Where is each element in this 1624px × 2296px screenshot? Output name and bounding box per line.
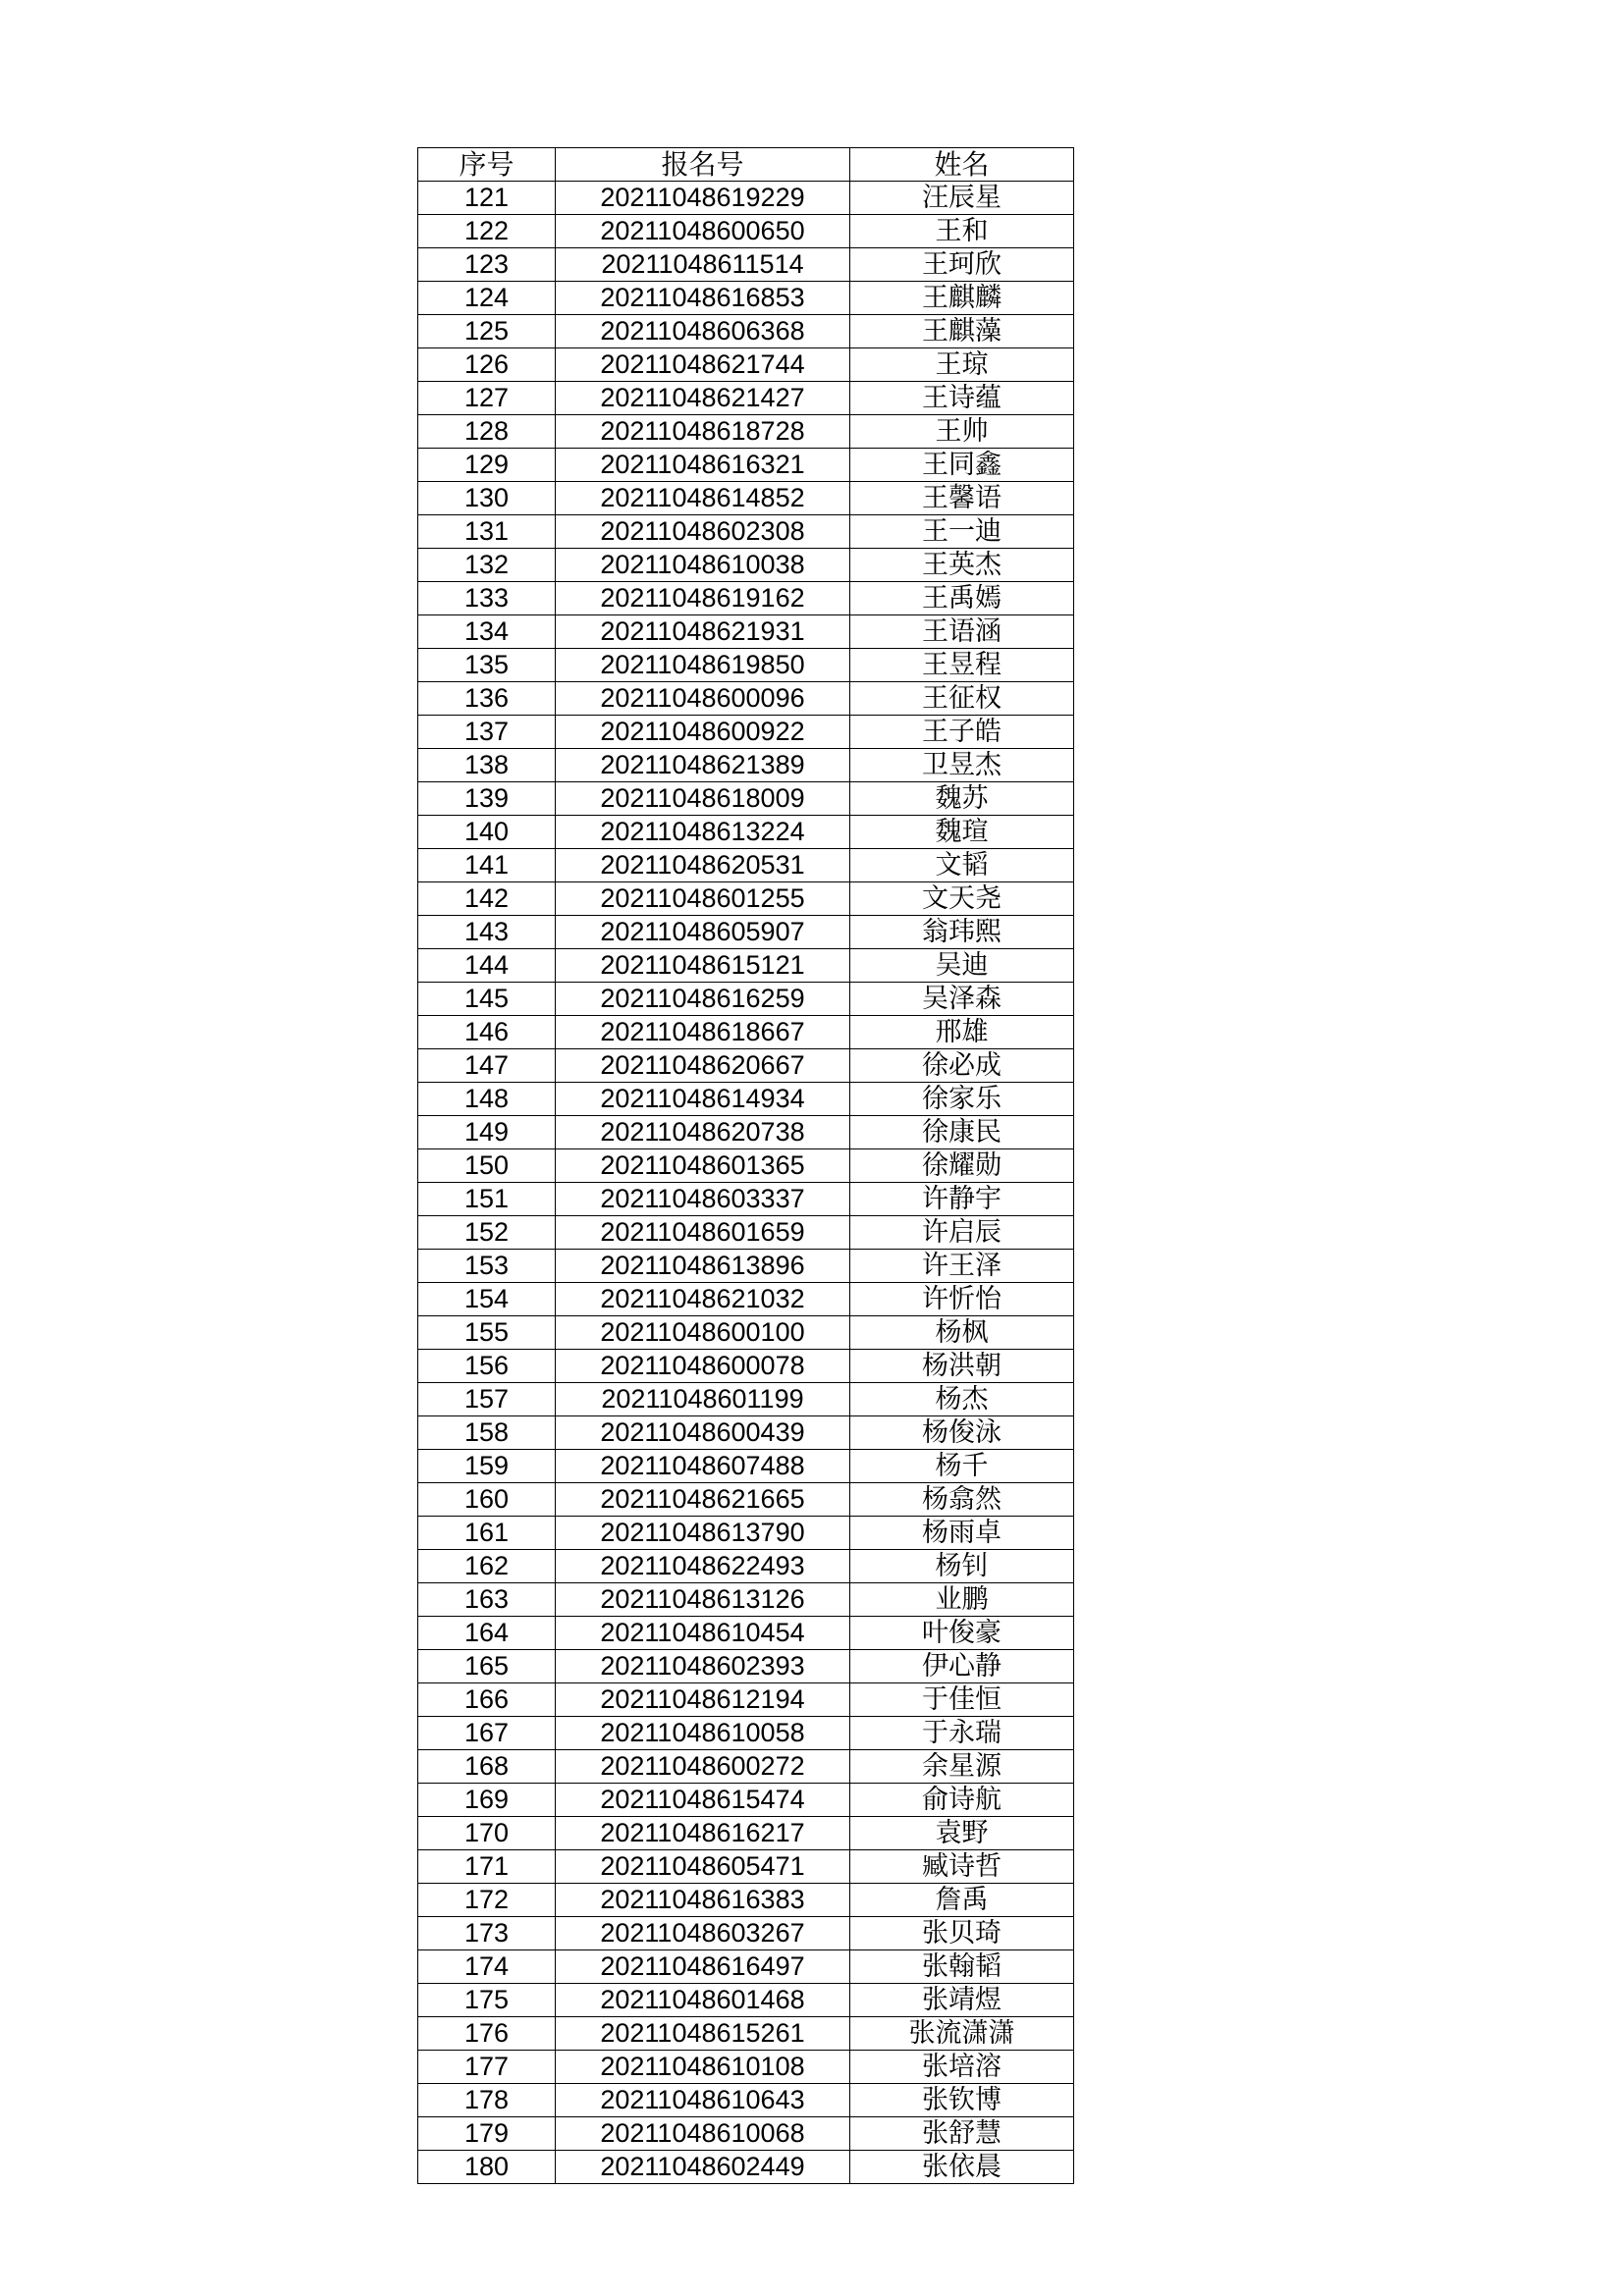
row-name: 徐康民 bbox=[850, 1116, 1074, 1149]
row-index: 132 bbox=[418, 549, 556, 582]
row-registration-number: 20211048600922 bbox=[556, 716, 850, 749]
row-index: 152 bbox=[418, 1216, 556, 1250]
row-registration-number: 20211048611514 bbox=[556, 248, 850, 282]
row-registration-number: 20211048616383 bbox=[556, 1884, 850, 1917]
row-registration-number: 20211048616217 bbox=[556, 1817, 850, 1850]
row-registration-number: 20211048610038 bbox=[556, 549, 850, 582]
row-index: 142 bbox=[418, 882, 556, 916]
row-registration-number: 20211048610108 bbox=[556, 2051, 850, 2084]
row-registration-number: 20211048622493 bbox=[556, 1550, 850, 1583]
row-name: 徐家乐 bbox=[850, 1083, 1074, 1116]
table-row bbox=[418, 1750, 1074, 1784]
row-name: 邢雄 bbox=[850, 1016, 1074, 1049]
row-name: 王语涵 bbox=[850, 615, 1074, 649]
table-row bbox=[418, 1850, 1074, 1884]
table-row bbox=[418, 1817, 1074, 1850]
table-row bbox=[418, 716, 1074, 749]
row-index: 131 bbox=[418, 515, 556, 549]
row-name: 许启辰 bbox=[850, 1216, 1074, 1250]
row-index: 179 bbox=[418, 2117, 556, 2151]
header-index: 序号 bbox=[418, 148, 556, 182]
row-registration-number: 20211048600439 bbox=[556, 1416, 850, 1450]
table-row bbox=[418, 1283, 1074, 1316]
table-row bbox=[418, 1383, 1074, 1416]
table-row bbox=[418, 1884, 1074, 1917]
row-registration-number: 20211048616853 bbox=[556, 282, 850, 315]
row-index: 141 bbox=[418, 849, 556, 882]
table-row bbox=[418, 2084, 1074, 2117]
row-registration-number: 20211048606368 bbox=[556, 315, 850, 348]
roster-sheet bbox=[417, 147, 1073, 2184]
table-row bbox=[418, 348, 1074, 382]
table-row bbox=[418, 382, 1074, 415]
row-registration-number: 20211048620531 bbox=[556, 849, 850, 882]
table-row bbox=[418, 1049, 1074, 1083]
table-row bbox=[418, 849, 1074, 882]
row-name: 臧诗哲 bbox=[850, 1850, 1074, 1884]
row-index: 178 bbox=[418, 2084, 556, 2117]
row-registration-number: 20211048613126 bbox=[556, 1583, 850, 1617]
row-index: 160 bbox=[418, 1483, 556, 1517]
row-index: 171 bbox=[418, 1850, 556, 1884]
table-row bbox=[418, 315, 1074, 348]
row-name: 杨雨卓 bbox=[850, 1517, 1074, 1550]
row-index: 126 bbox=[418, 348, 556, 382]
row-index: 150 bbox=[418, 1149, 556, 1183]
table-row bbox=[418, 2017, 1074, 2051]
row-index: 147 bbox=[418, 1049, 556, 1083]
row-name: 于佳恒 bbox=[850, 1683, 1074, 1717]
row-name: 余星源 bbox=[850, 1750, 1074, 1784]
row-registration-number: 20211048613224 bbox=[556, 816, 850, 849]
row-index: 121 bbox=[418, 182, 556, 215]
row-name: 文韬 bbox=[850, 849, 1074, 882]
row-registration-number: 20211048601468 bbox=[556, 1984, 850, 2017]
row-index: 174 bbox=[418, 1950, 556, 1984]
row-registration-number: 20211048621931 bbox=[556, 615, 850, 649]
row-registration-number: 20211048600100 bbox=[556, 1316, 850, 1350]
row-name: 杨钊 bbox=[850, 1550, 1074, 1583]
row-registration-number: 20211048618728 bbox=[556, 415, 850, 449]
row-index: 162 bbox=[418, 1550, 556, 1583]
table-row bbox=[418, 816, 1074, 849]
table-row bbox=[418, 248, 1074, 282]
row-index: 129 bbox=[418, 449, 556, 482]
row-name: 王昱程 bbox=[850, 649, 1074, 682]
row-name: 俞诗航 bbox=[850, 1784, 1074, 1817]
table-row bbox=[418, 1183, 1074, 1216]
row-index: 125 bbox=[418, 315, 556, 348]
row-name: 袁野 bbox=[850, 1817, 1074, 1850]
table-row bbox=[418, 582, 1074, 615]
row-name: 杨杰 bbox=[850, 1383, 1074, 1416]
row-name: 张钦博 bbox=[850, 2084, 1074, 2117]
row-registration-number: 20211048619229 bbox=[556, 182, 850, 215]
row-name: 汪辰星 bbox=[850, 182, 1074, 215]
row-index: 139 bbox=[418, 782, 556, 816]
row-index: 155 bbox=[418, 1316, 556, 1350]
row-name: 张依晨 bbox=[850, 2151, 1074, 2184]
table-row bbox=[418, 1550, 1074, 1583]
table-row bbox=[418, 515, 1074, 549]
row-registration-number: 20211048601659 bbox=[556, 1216, 850, 1250]
table-row bbox=[418, 649, 1074, 682]
table-row bbox=[418, 482, 1074, 515]
table-row bbox=[418, 615, 1074, 649]
row-index: 177 bbox=[418, 2051, 556, 2084]
row-name: 吴迪 bbox=[850, 949, 1074, 983]
row-name: 伊心静 bbox=[850, 1650, 1074, 1683]
row-index: 170 bbox=[418, 1817, 556, 1850]
table-row bbox=[418, 1950, 1074, 1984]
row-name: 叶俊豪 bbox=[850, 1617, 1074, 1650]
row-registration-number: 20211048621665 bbox=[556, 1483, 850, 1517]
row-registration-number: 20211048600272 bbox=[556, 1750, 850, 1784]
row-index: 130 bbox=[418, 482, 556, 515]
row-name: 文天尧 bbox=[850, 882, 1074, 916]
row-index: 163 bbox=[418, 1583, 556, 1617]
row-index: 172 bbox=[418, 1884, 556, 1917]
row-registration-number: 20211048610068 bbox=[556, 2117, 850, 2151]
row-registration-number: 20211048601255 bbox=[556, 882, 850, 916]
row-name: 杨俊泳 bbox=[850, 1416, 1074, 1450]
row-registration-number: 20211048610454 bbox=[556, 1617, 850, 1650]
table-row bbox=[418, 1416, 1074, 1450]
row-name: 许静宇 bbox=[850, 1183, 1074, 1216]
table-row bbox=[418, 1517, 1074, 1550]
row-registration-number: 20211048619850 bbox=[556, 649, 850, 682]
row-registration-number: 20211048613790 bbox=[556, 1517, 850, 1550]
row-name: 杨翕然 bbox=[850, 1483, 1074, 1517]
row-registration-number: 20211048615261 bbox=[556, 2017, 850, 2051]
row-index: 167 bbox=[418, 1717, 556, 1750]
row-index: 153 bbox=[418, 1250, 556, 1283]
row-registration-number: 20211048607488 bbox=[556, 1450, 850, 1483]
table-row bbox=[418, 1917, 1074, 1950]
row-index: 166 bbox=[418, 1683, 556, 1717]
row-registration-number: 20211048620738 bbox=[556, 1116, 850, 1149]
row-name: 詹禹 bbox=[850, 1884, 1074, 1917]
row-index: 137 bbox=[418, 716, 556, 749]
table-row bbox=[418, 1083, 1074, 1116]
table-row bbox=[418, 1216, 1074, 1250]
table-row bbox=[418, 1583, 1074, 1617]
table-row bbox=[418, 983, 1074, 1016]
row-registration-number: 20211048614852 bbox=[556, 482, 850, 515]
row-registration-number: 20211048605471 bbox=[556, 1850, 850, 1884]
table-row bbox=[418, 1316, 1074, 1350]
row-name: 杨千 bbox=[850, 1450, 1074, 1483]
row-name: 翁玮熙 bbox=[850, 916, 1074, 949]
row-name: 王英杰 bbox=[850, 549, 1074, 582]
row-registration-number: 20211048603267 bbox=[556, 1917, 850, 1950]
row-index: 175 bbox=[418, 1984, 556, 2017]
row-index: 122 bbox=[418, 215, 556, 248]
header-registration-number: 报名号 bbox=[556, 148, 850, 182]
row-name: 杨枫 bbox=[850, 1316, 1074, 1350]
row-index: 176 bbox=[418, 2017, 556, 2051]
table-row bbox=[418, 682, 1074, 716]
row-registration-number: 20211048603337 bbox=[556, 1183, 850, 1216]
row-name: 徐必成 bbox=[850, 1049, 1074, 1083]
row-name: 张翰韬 bbox=[850, 1950, 1074, 1984]
row-registration-number: 20211048600650 bbox=[556, 215, 850, 248]
row-registration-number: 20211048610643 bbox=[556, 2084, 850, 2117]
row-registration-number: 20211048616259 bbox=[556, 983, 850, 1016]
table-row bbox=[418, 2117, 1074, 2151]
row-index: 154 bbox=[418, 1283, 556, 1316]
row-registration-number: 20211048619162 bbox=[556, 582, 850, 615]
row-name: 吴泽森 bbox=[850, 983, 1074, 1016]
row-name: 王麒麟 bbox=[850, 282, 1074, 315]
row-registration-number: 20211048602449 bbox=[556, 2151, 850, 2184]
table-row bbox=[418, 916, 1074, 949]
row-index: 164 bbox=[418, 1617, 556, 1650]
table-body bbox=[418, 182, 1074, 2184]
row-index: 148 bbox=[418, 1083, 556, 1116]
table-row bbox=[418, 949, 1074, 983]
row-index: 145 bbox=[418, 983, 556, 1016]
table-row bbox=[418, 749, 1074, 782]
row-index: 127 bbox=[418, 382, 556, 415]
row-name: 徐耀勋 bbox=[850, 1149, 1074, 1183]
row-index: 128 bbox=[418, 415, 556, 449]
table-row bbox=[418, 1683, 1074, 1717]
row-index: 168 bbox=[418, 1750, 556, 1784]
row-name: 王一迪 bbox=[850, 515, 1074, 549]
table-row bbox=[418, 549, 1074, 582]
row-registration-number: 20211048616321 bbox=[556, 449, 850, 482]
row-name: 魏瑄 bbox=[850, 816, 1074, 849]
table-row bbox=[418, 449, 1074, 482]
row-name: 许王泽 bbox=[850, 1250, 1074, 1283]
row-name: 王琼 bbox=[850, 348, 1074, 382]
row-registration-number: 20211048621744 bbox=[556, 348, 850, 382]
row-registration-number: 20211048615474 bbox=[556, 1784, 850, 1817]
row-index: 124 bbox=[418, 282, 556, 315]
table-row bbox=[418, 1717, 1074, 1750]
row-index: 135 bbox=[418, 649, 556, 682]
row-name: 王麒藻 bbox=[850, 315, 1074, 348]
table-row bbox=[418, 1784, 1074, 1817]
row-index: 133 bbox=[418, 582, 556, 615]
row-index: 123 bbox=[418, 248, 556, 282]
table-row bbox=[418, 1984, 1074, 2017]
row-index: 156 bbox=[418, 1350, 556, 1383]
table-row bbox=[418, 1450, 1074, 1483]
row-name: 张靖煜 bbox=[850, 1984, 1074, 2017]
table-row bbox=[418, 1016, 1074, 1049]
row-registration-number: 20211048618667 bbox=[556, 1016, 850, 1049]
row-name: 王珂欣 bbox=[850, 248, 1074, 282]
row-name: 于永瑞 bbox=[850, 1717, 1074, 1750]
row-registration-number: 20211048601199 bbox=[556, 1383, 850, 1416]
header-name: 姓名 bbox=[850, 148, 1074, 182]
row-index: 161 bbox=[418, 1517, 556, 1550]
table-row bbox=[418, 782, 1074, 816]
row-index: 157 bbox=[418, 1383, 556, 1416]
table-row bbox=[418, 1149, 1074, 1183]
row-name: 张流潇潇 bbox=[850, 2017, 1074, 2051]
table-row bbox=[418, 182, 1074, 215]
roster-table bbox=[417, 147, 1074, 2184]
row-registration-number: 20211048621032 bbox=[556, 1283, 850, 1316]
row-registration-number: 20211048621427 bbox=[556, 382, 850, 415]
row-registration-number: 20211048620667 bbox=[556, 1049, 850, 1083]
row-registration-number: 20211048605907 bbox=[556, 916, 850, 949]
row-index: 146 bbox=[418, 1016, 556, 1049]
table-row bbox=[418, 882, 1074, 916]
row-registration-number: 20211048614934 bbox=[556, 1083, 850, 1116]
row-name: 王和 bbox=[850, 215, 1074, 248]
row-registration-number: 20211048600096 bbox=[556, 682, 850, 716]
row-registration-number: 20211048601365 bbox=[556, 1149, 850, 1183]
header-row bbox=[418, 148, 1074, 182]
row-name: 杨洪朝 bbox=[850, 1350, 1074, 1383]
row-index: 144 bbox=[418, 949, 556, 983]
table-row bbox=[418, 1650, 1074, 1683]
row-registration-number: 20211048612194 bbox=[556, 1683, 850, 1717]
row-name: 王馨语 bbox=[850, 482, 1074, 515]
row-index: 138 bbox=[418, 749, 556, 782]
row-name: 张培溶 bbox=[850, 2051, 1074, 2084]
row-registration-number: 20211048610058 bbox=[556, 1717, 850, 1750]
row-index: 169 bbox=[418, 1784, 556, 1817]
row-name: 王帅 bbox=[850, 415, 1074, 449]
row-registration-number: 20211048600078 bbox=[556, 1350, 850, 1383]
table-row bbox=[418, 2051, 1074, 2084]
row-registration-number: 20211048621389 bbox=[556, 749, 850, 782]
row-registration-number: 20211048613896 bbox=[556, 1250, 850, 1283]
row-index: 180 bbox=[418, 2151, 556, 2184]
row-index: 158 bbox=[418, 1416, 556, 1450]
table-row bbox=[418, 282, 1074, 315]
row-name: 魏苏 bbox=[850, 782, 1074, 816]
table-row bbox=[418, 1617, 1074, 1650]
row-name: 王禹嫣 bbox=[850, 582, 1074, 615]
row-registration-number: 20211048618009 bbox=[556, 782, 850, 816]
row-name: 业鹏 bbox=[850, 1583, 1074, 1617]
row-index: 134 bbox=[418, 615, 556, 649]
row-index: 149 bbox=[418, 1116, 556, 1149]
row-name: 王征权 bbox=[850, 682, 1074, 716]
row-registration-number: 20211048615121 bbox=[556, 949, 850, 983]
row-name: 许忻怡 bbox=[850, 1283, 1074, 1316]
row-index: 151 bbox=[418, 1183, 556, 1216]
row-index: 136 bbox=[418, 682, 556, 716]
table-row bbox=[418, 215, 1074, 248]
row-name: 张贝琦 bbox=[850, 1917, 1074, 1950]
row-index: 173 bbox=[418, 1917, 556, 1950]
row-registration-number: 20211048602393 bbox=[556, 1650, 850, 1683]
table-row bbox=[418, 1350, 1074, 1383]
row-registration-number: 20211048616497 bbox=[556, 1950, 850, 1984]
row-registration-number: 20211048602308 bbox=[556, 515, 850, 549]
row-name: 王子皓 bbox=[850, 716, 1074, 749]
row-name: 王同鑫 bbox=[850, 449, 1074, 482]
row-index: 165 bbox=[418, 1650, 556, 1683]
table-row bbox=[418, 1116, 1074, 1149]
table-row bbox=[418, 1250, 1074, 1283]
table-row bbox=[418, 2151, 1074, 2184]
table-row bbox=[418, 1483, 1074, 1517]
table-row bbox=[418, 415, 1074, 449]
row-index: 143 bbox=[418, 916, 556, 949]
row-name: 王诗蕴 bbox=[850, 382, 1074, 415]
row-index: 140 bbox=[418, 816, 556, 849]
row-name: 张舒慧 bbox=[850, 2117, 1074, 2151]
row-index: 159 bbox=[418, 1450, 556, 1483]
row-name: 卫昱杰 bbox=[850, 749, 1074, 782]
